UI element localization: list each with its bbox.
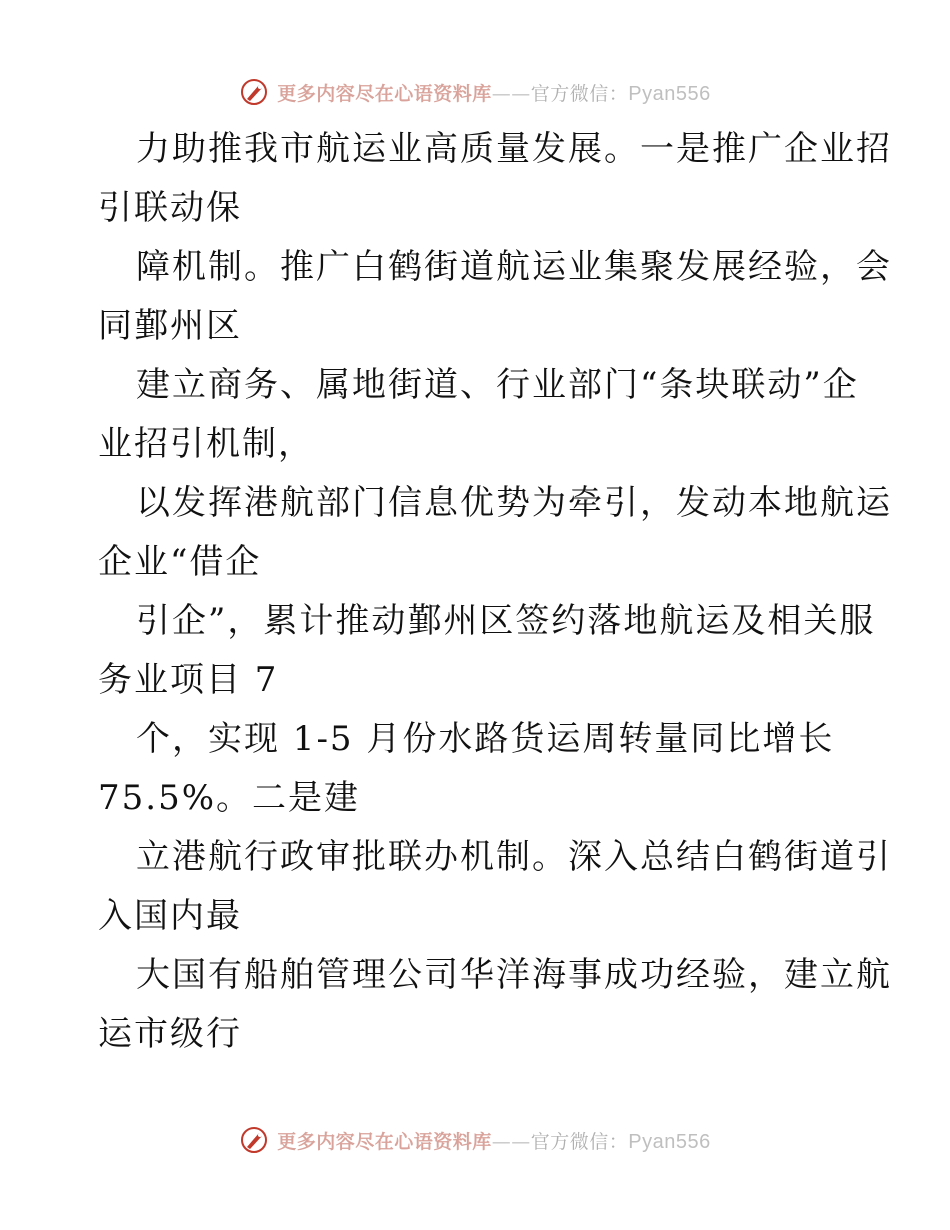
watermark-wechat-label: 官方微信： [530, 82, 629, 105]
text-line: 力助推我市航运业高质量发展。一是推广企业招 [136, 129, 892, 169]
watermark-dash: —— [491, 1130, 531, 1153]
watermark-brand: 更多内容尽在心语资料库 [277, 82, 492, 105]
text-line: 建立商务、属地街道、行业部门“条块联动”企 [136, 365, 859, 405]
text-line: 务业项目 7 [98, 660, 279, 700]
text-line: 引企”，累计推动鄞州区签约落地航运及相关服 [136, 601, 876, 641]
watermark-dash: —— [491, 82, 531, 105]
text-line: 运市级行 [98, 1014, 242, 1054]
header-watermark [0, 72, 950, 112]
text-line: 立港航行政审批联办机制。深入总结白鹤街道引 [136, 837, 892, 877]
watermark-wechat-label: 官方微信： [530, 1130, 629, 1153]
watermark-wechat-id: Pyan556 [628, 1130, 711, 1153]
footer-watermark [0, 1120, 950, 1160]
text-line: 以发挥港航部门信息优势为牵引，发动本地航运 [136, 483, 892, 523]
text-line: 同鄞州区 [98, 306, 242, 346]
watermark-wechat-id: Pyan556 [628, 82, 711, 105]
text-line: 业招引机制， [98, 424, 314, 464]
text-line: 引联动保 [98, 188, 242, 228]
text-line: 企业“借企 [98, 542, 262, 582]
document-body [98, 120, 892, 1064]
text-line: 大国有船舶管理公司华洋海事成功经验，建立航 [136, 955, 892, 995]
text-line: 障机制。推广白鹤街道航运业集聚发展经验，会 [136, 247, 892, 287]
pen-nib-logo-icon [239, 77, 269, 107]
text-line: 入国内最 [98, 896, 242, 936]
pen-nib-logo-icon [239, 1125, 269, 1155]
text-line: 个，实现 1-5 月份水路货运周转量同比增长 [136, 719, 835, 759]
text-line: 75.5%。二是建 [98, 778, 361, 818]
watermark-brand: 更多内容尽在心语资料库 [277, 1130, 492, 1153]
